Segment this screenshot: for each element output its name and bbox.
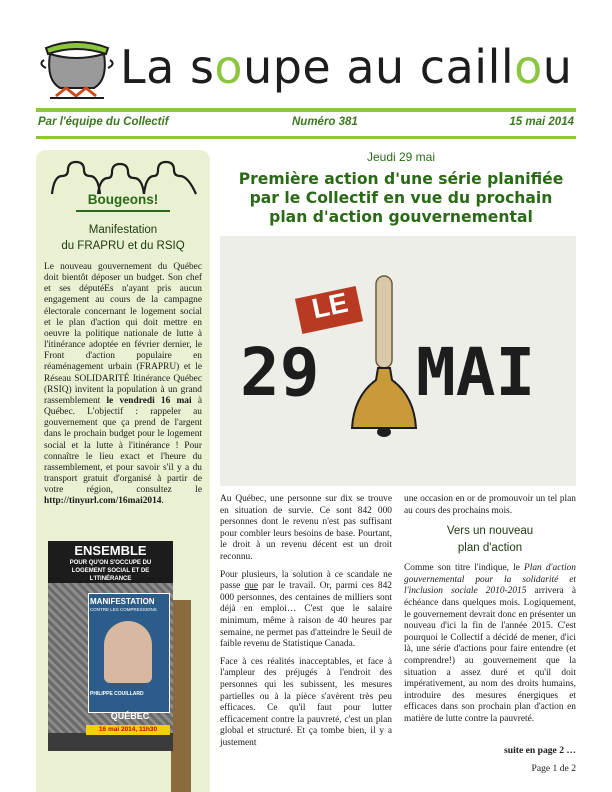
paragraph: Comme son titre l'indique, le Plan d'action gouvernemental pour la solidarité et l'inclusion sociale 2010-2015 arrivera à échéance dans quelques mois. Logiquement, le gouvernement devrait donc en présenter un nouveau d'ici la fin de l'année 2015. C'est pourquoi le Collectif a décidé de mener, d'ici là, une série d'actions pour faire entendre (et comprendre!) au gouvernement que la situation a assez duré et qu'il doit impérativement, au nom des droits humains, introduire des mesures énergiques et efficaces dans son prochain plan d'action en matière de lutte contre la pauvreté. [404, 563, 576, 724]
poster-portrait [104, 621, 152, 683]
paragraph: Pour plusieurs, la solution à ce scandale ne passe que par le travail. Or, parmi ces 842 000 personnes, des centaines de milliers sont déjà en emploi… C'est que le salaire minimum, même à raison de 40 heures par semaine, ne permet pas d'atteindre le Seuil de faible revenu de Statistique Canada. [220, 569, 392, 650]
graphic-29: 29 [240, 334, 320, 411]
article-subheading: Vers un nouveau plan d'action [446, 525, 534, 555]
poster-manifestation: MANIFESTATION [90, 597, 155, 606]
poster-tagline: POUR QU'ON S'OCCUPE DU LOGEMENT SOCIAL ET DE L'ITINÉRANCE [69, 560, 152, 582]
sidebar-subtitle-line2: du FRAPRU et du RSIQ [61, 240, 185, 252]
sidebar-subtitle [40, 222, 206, 254]
graphic-le: LE [309, 286, 351, 325]
poster-manifestation-sub: CONTRE LES COMPRESSIONS [90, 607, 157, 612]
bell-icon [348, 272, 420, 442]
sidebar-body-text: Le nouveau gouvernement du Québec doit bientôt déposer un budget. Son chef et ses députéEs n'ayant pris aucun engagement au cours de la campagne électorale concernant le logement social et le plan d'action qui doit mettre en oeuvre la politique nationale de lutte à l'itinérance adoptée en février dernier, le Front d'action populaire en réaménagement urbain (FRAPRU) et le Réseau SOLIDARITÉ Itinérance Québec (RSIQ) invitent la population à un grand rassemblement le vendredi 16 mai à Québec. L'objectif : rappeler au gouvernement que ça prend de l'argent dans le prochain budget pour le logement social et la lutte à l'itinérance ! Pour connaître le lieu exact et l'heure du rassemblement, et pour savoir s'il y a du transport gratuit d'organisé à partir de votre région, consultez le http://tinyurl.com/16mai2014. [44, 262, 202, 507]
issue-date: 15 mai 2014 [509, 116, 574, 128]
article-column-2 [404, 494, 576, 732]
poster-when: 16 mai 2014, 11h30 [98, 726, 158, 733]
article-column-1 [220, 494, 392, 755]
sidebar-subtitle-line1: Manifestation [88, 224, 158, 236]
poster-name: PHILIPPE COUILLARD [90, 691, 144, 697]
byline: Par l'équipe du Collectif [38, 116, 169, 128]
paragraph: une occasion en or de promouvoir un tel plan au cours des prochains mois. [404, 494, 576, 516]
soup-pot-logo [36, 30, 118, 100]
paragraph: Au Québec, une personne sur dix se trouve en situation de survie. Ce sont 842 000 personnes dont le revenu n'est pas suffisant pour combler leurs besoins de base. Pourtant, le droit à un revenu décent est un droit reconnu. [220, 494, 392, 562]
page-number: Page 1 de 2 [531, 763, 576, 774]
graphic-mai: MAI [416, 334, 536, 411]
newsletter-title: La soupe au caillou [120, 40, 573, 94]
poster-city: QUÉBEC [110, 711, 150, 721]
protest-poster [48, 541, 173, 751]
continued-note: suite en page 2 … [504, 745, 576, 756]
paragraph: Face à ces réalités inacceptables, et face à l'ampleur des préjugés à l'endroit des personnes qui les subissent, les mesures partielles ou à la pièce s'avèrent très peu efficaces. Ce qu'il faut pour lutter efficacement contre la pauvreté, c'est un plan global et structuré. Et ça tombe bien, il y a justement [220, 656, 392, 748]
sidebar-link[interactable]: http://tinyurl.com/16mai2014 [44, 496, 162, 507]
le-29-mai-graphic [220, 236, 576, 486]
poster-title: ENSEMBLE [74, 543, 147, 558]
article-headline: Première action d'une série planifiée par le Collectif en vue du prochain plan d'action gouvernemental [238, 170, 564, 226]
sidebar-heading-underline [76, 210, 170, 212]
sidebar-heading: Bougeons! [87, 192, 159, 207]
poster-stick [171, 600, 191, 792]
people-silhouettes-icon [48, 160, 200, 196]
masthead-rule-top [36, 108, 576, 112]
masthead-rule-bottom [36, 136, 576, 139]
article-date: Jeudi 29 mai [366, 150, 436, 164]
issue-number: Numéro 381 [292, 116, 358, 128]
